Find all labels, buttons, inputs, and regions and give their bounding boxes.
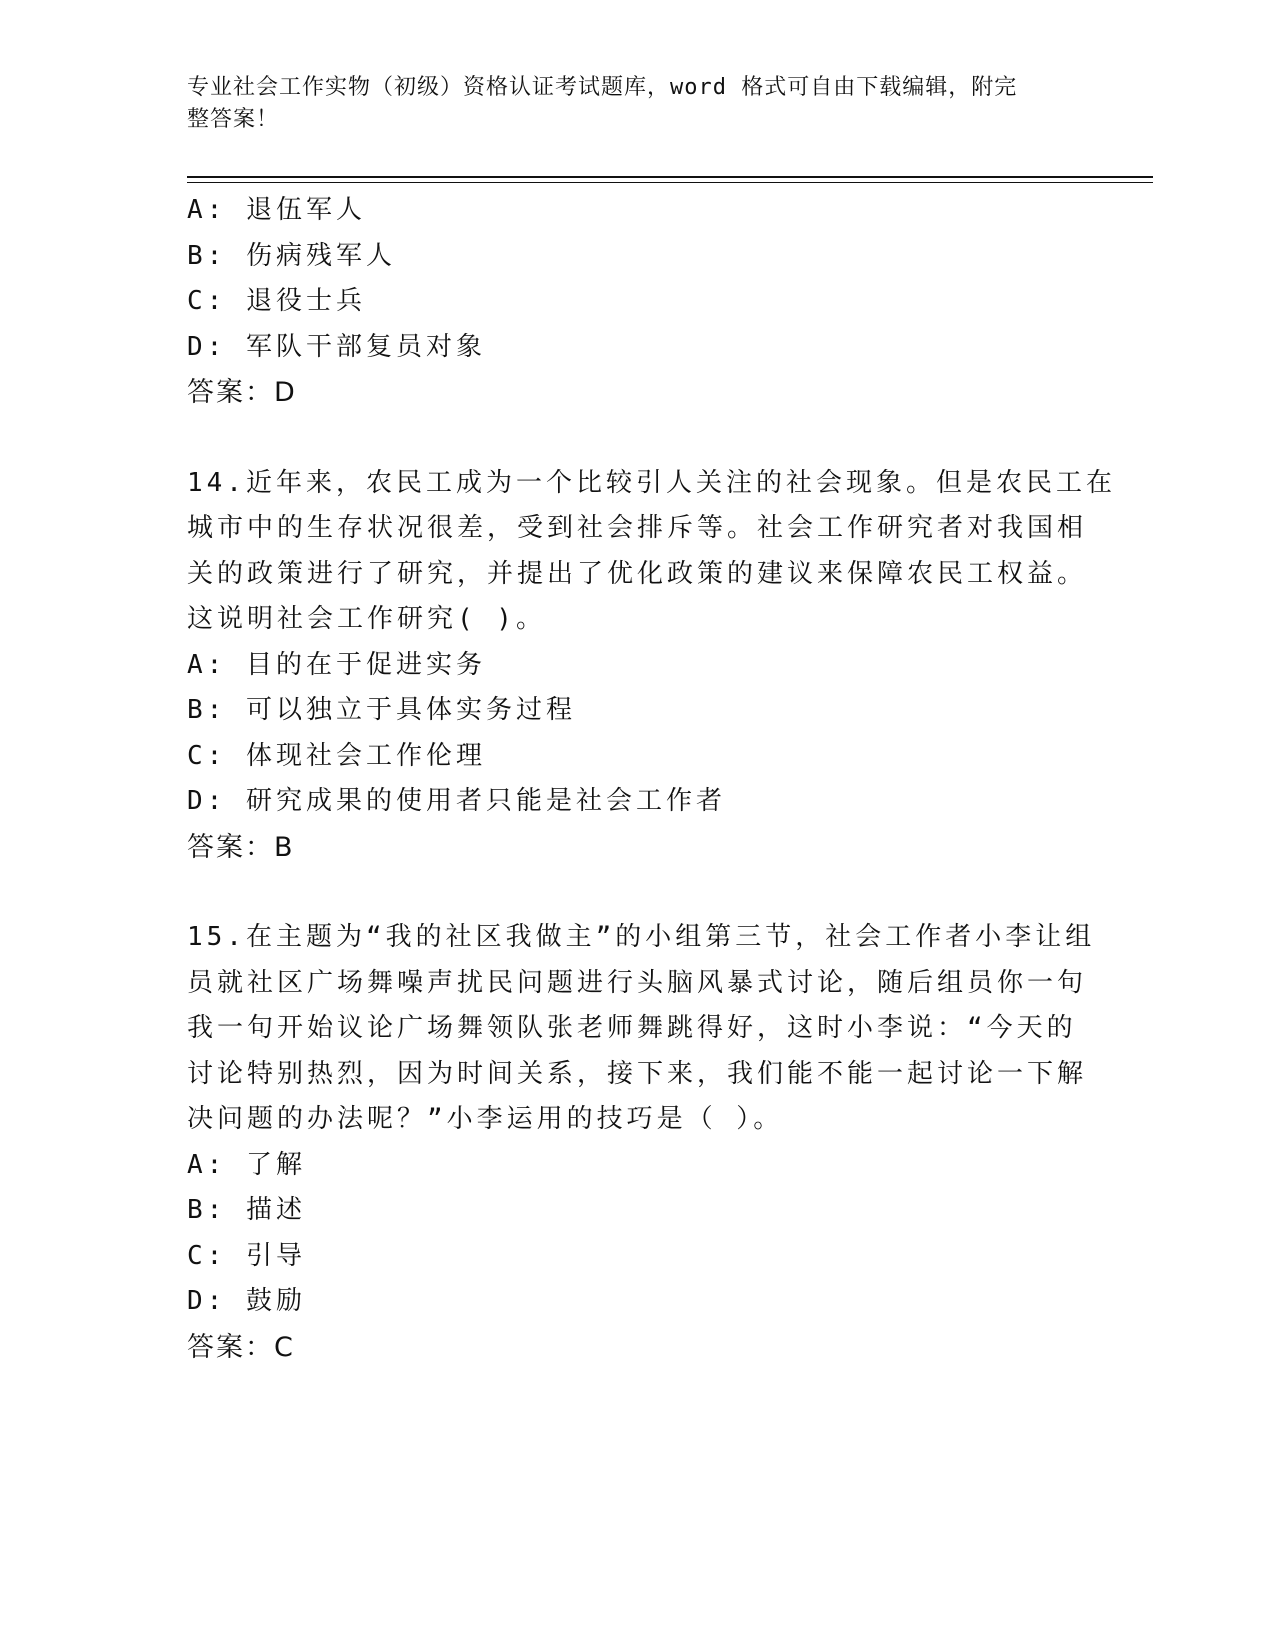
option-b: B: 描述 xyxy=(187,1195,306,1225)
header-rule-thin xyxy=(187,182,1153,183)
option-a: A: 退伍军人 xyxy=(187,195,366,225)
option-c: C: 体现社会工作伦理 xyxy=(187,740,486,771)
option-d: D: 鼓励 xyxy=(187,1286,306,1316)
spacer xyxy=(187,870,1087,915)
answer-line: 答案：B xyxy=(187,831,295,863)
question-stem-line: 关的政策进行了研究，并提出了优化政策的建议来保障农民工权益。 xyxy=(187,558,1088,589)
question-stem-line: 讨论特别热烈，因为时间关系，接下来，我们能不能一起讨论一下解 xyxy=(187,1058,1088,1089)
question-13 xyxy=(187,188,1087,416)
header-line-2: 整答案！ xyxy=(187,107,280,132)
answer-line: 答案：C xyxy=(187,1331,295,1363)
question-stem-line: 员就社区广场舞噪声扰民问题进行头脑风暴式讨论，随后组员你一句 xyxy=(187,967,1088,998)
option-d: D: 军队干部复员对象 xyxy=(187,331,486,362)
header-rule-thick xyxy=(187,176,1153,178)
spacer xyxy=(187,416,1087,461)
question-stem-line: 这说明社会工作研究( )。 xyxy=(187,604,546,634)
option-d: D: 研究成果的使用者只能是社会工作者 xyxy=(187,786,726,816)
question-stem-line: 城市中的生存状况很差，受到社会排斥等。社会工作研究者对我国相 xyxy=(187,513,1088,543)
document-header xyxy=(187,72,1067,136)
question-15 xyxy=(187,915,1096,1370)
option-b: B: 可以独立于具体实务过程 xyxy=(187,695,576,725)
option-c: C: 引导 xyxy=(187,1240,306,1271)
answer-line: 答案：D xyxy=(187,377,297,408)
question-stem-line: 14.近年来，农民工成为一个比较引人关注的社会现象。但是农民工在 xyxy=(187,467,1116,498)
question-stem-line: 我一句开始议论广场舞领队张老师舞跳得好，这时小李说：“今天的 xyxy=(187,1013,1077,1043)
question-list xyxy=(187,188,1116,1370)
option-c: C: 退役士兵 xyxy=(187,286,366,316)
option-b: B: 伤病残军人 xyxy=(187,240,396,271)
header-line-1: 专业社会工作实物（初级）资格认证考试题库，word 格式可自由下载编辑，附完 xyxy=(187,75,1018,100)
option-a: A: 了解 xyxy=(187,1149,306,1180)
question-14 xyxy=(187,461,1116,871)
option-a: A: 目的在于促进实务 xyxy=(187,649,486,680)
question-stem-line: 决问题的办法呢？”小李运用的技巧是（ ）。 xyxy=(187,1104,784,1134)
question-stem-line: 15.在主题为“我的社区我做主”的小组第三节，社会工作者小李让组 xyxy=(187,922,1096,952)
